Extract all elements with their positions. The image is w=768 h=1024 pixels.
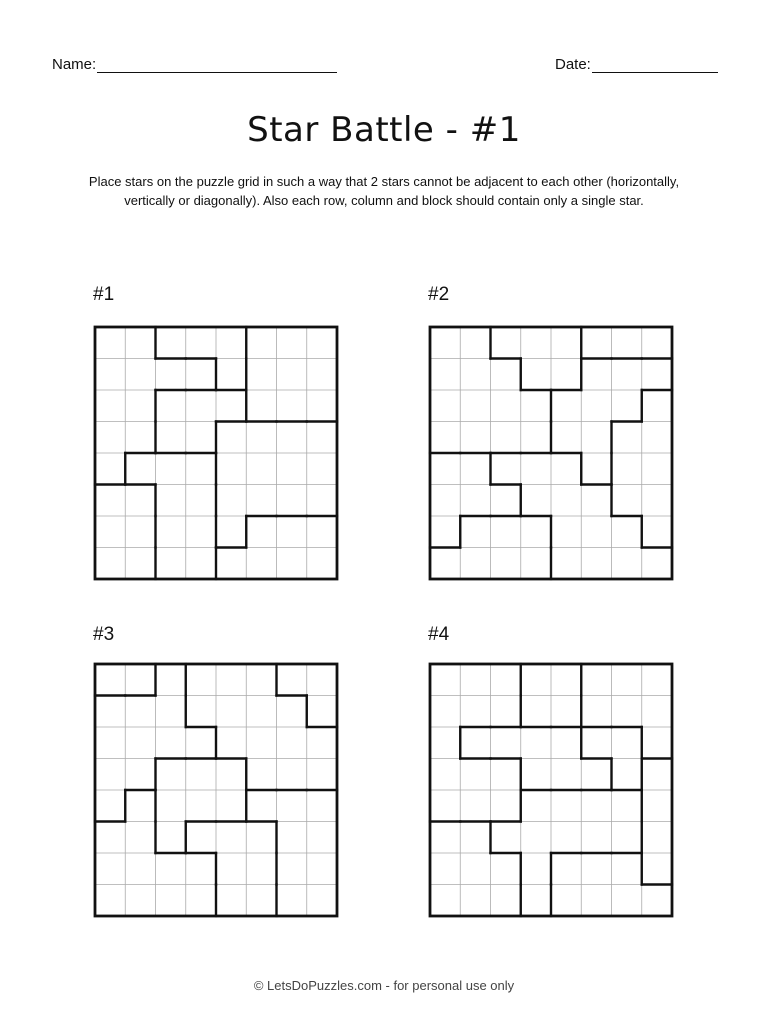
grid-cell[interactable] xyxy=(612,759,642,791)
grid-cell[interactable] xyxy=(612,516,642,548)
grid-cell[interactable] xyxy=(186,422,216,454)
grid-cell[interactable] xyxy=(216,453,246,485)
grid-cell[interactable] xyxy=(430,885,460,917)
grid-cell[interactable] xyxy=(430,853,460,885)
grid-cell[interactable] xyxy=(307,485,337,517)
grid-cell[interactable] xyxy=(521,453,551,485)
grid-cell[interactable] xyxy=(186,696,216,728)
grid-cell[interactable] xyxy=(460,485,490,517)
grid-cell[interactable] xyxy=(95,485,125,517)
grid-cell[interactable] xyxy=(642,822,672,854)
grid-cell[interactable] xyxy=(216,359,246,391)
grid-cell[interactable] xyxy=(581,727,611,759)
grid-cell[interactable] xyxy=(642,727,672,759)
grid-cell[interactable] xyxy=(156,516,186,548)
grid-cell[interactable] xyxy=(460,790,490,822)
grid-cell[interactable] xyxy=(246,422,276,454)
grid-cell[interactable] xyxy=(186,664,216,696)
grid-cell[interactable] xyxy=(216,696,246,728)
grid-cell[interactable] xyxy=(246,485,276,517)
grid-cell[interactable] xyxy=(521,759,551,791)
grid-cell[interactable] xyxy=(460,327,490,359)
grid-cell[interactable] xyxy=(186,327,216,359)
grid-cell[interactable] xyxy=(642,790,672,822)
grid-cell[interactable] xyxy=(521,822,551,854)
grid-cell[interactable] xyxy=(491,664,521,696)
grid-cell[interactable] xyxy=(216,548,246,580)
grid-cell[interactable] xyxy=(460,390,490,422)
grid-cell[interactable] xyxy=(246,664,276,696)
grid-cell[interactable] xyxy=(307,885,337,917)
grid-cell[interactable] xyxy=(186,453,216,485)
grid-cell[interactable] xyxy=(460,422,490,454)
grid-cell[interactable] xyxy=(521,885,551,917)
grid-cell[interactable] xyxy=(277,390,307,422)
grid-cell[interactable] xyxy=(125,759,155,791)
grid-cell[interactable] xyxy=(95,390,125,422)
grid-cell[interactable] xyxy=(156,422,186,454)
grid-cell[interactable] xyxy=(156,548,186,580)
grid-cell[interactable] xyxy=(612,885,642,917)
grid-cell[interactable] xyxy=(612,548,642,580)
grid-cell[interactable] xyxy=(95,516,125,548)
grid-cell[interactable] xyxy=(125,727,155,759)
grid-cell[interactable] xyxy=(277,759,307,791)
grid-cell[interactable] xyxy=(216,516,246,548)
grid-cell[interactable] xyxy=(612,664,642,696)
grid-cell[interactable] xyxy=(460,853,490,885)
grid-cell[interactable] xyxy=(216,327,246,359)
grid-cell[interactable] xyxy=(246,853,276,885)
grid-cell[interactable] xyxy=(612,822,642,854)
grid-cell[interactable] xyxy=(642,759,672,791)
grid-cell[interactable] xyxy=(581,359,611,391)
grid-cell[interactable] xyxy=(125,516,155,548)
grid-cell[interactable] xyxy=(491,885,521,917)
grid-cell[interactable] xyxy=(430,485,460,517)
grid-cell[interactable] xyxy=(551,485,581,517)
grid-cell[interactable] xyxy=(307,390,337,422)
grid-cell[interactable] xyxy=(186,727,216,759)
grid-cell[interactable] xyxy=(551,664,581,696)
grid-cell[interactable] xyxy=(277,359,307,391)
grid-cell[interactable] xyxy=(125,453,155,485)
grid-cell[interactable] xyxy=(125,485,155,517)
grid-cell[interactable] xyxy=(491,853,521,885)
name-label: Name: xyxy=(52,56,97,73)
puzzle-grid-2[interactable] xyxy=(428,325,674,581)
grid-cell[interactable] xyxy=(612,359,642,391)
grid-cell[interactable] xyxy=(551,516,581,548)
grid-cell[interactable] xyxy=(491,453,521,485)
puzzle-svg xyxy=(93,662,339,918)
grid-cell[interactable] xyxy=(551,790,581,822)
grid-cell[interactable] xyxy=(156,727,186,759)
grid-cell[interactable] xyxy=(460,885,490,917)
grid-cell[interactable] xyxy=(642,516,672,548)
grid-cell[interactable] xyxy=(551,885,581,917)
grid-cell[interactable] xyxy=(581,790,611,822)
grid-cell[interactable] xyxy=(612,390,642,422)
grid-cell[interactable] xyxy=(460,759,490,791)
grid-cell[interactable] xyxy=(95,822,125,854)
grid-cell[interactable] xyxy=(246,453,276,485)
grid-cell[interactable] xyxy=(156,390,186,422)
grid-cell[interactable] xyxy=(521,664,551,696)
grid-cell[interactable] xyxy=(521,853,551,885)
grid-cell[interactable] xyxy=(430,696,460,728)
grid-cell[interactable] xyxy=(156,822,186,854)
grid-cell[interactable] xyxy=(581,759,611,791)
grid-cell[interactable] xyxy=(460,548,490,580)
grid-cell[interactable] xyxy=(186,822,216,854)
grid-cell[interactable] xyxy=(430,759,460,791)
grid-cell[interactable] xyxy=(246,516,276,548)
grid-cell[interactable] xyxy=(125,359,155,391)
grid-cell[interactable] xyxy=(277,822,307,854)
grid-cell[interactable] xyxy=(186,485,216,517)
grid-cell[interactable] xyxy=(642,664,672,696)
grid-cell[interactable] xyxy=(307,790,337,822)
grid-cell[interactable] xyxy=(95,664,125,696)
grid-cell[interactable] xyxy=(277,853,307,885)
grid-cell[interactable] xyxy=(642,853,672,885)
grid-cell[interactable] xyxy=(491,327,521,359)
grid-cell[interactable] xyxy=(95,548,125,580)
grid-cell[interactable] xyxy=(216,885,246,917)
grid-cell[interactable] xyxy=(125,548,155,580)
puzzle-svg xyxy=(93,325,339,581)
puzzle-grid-1[interactable] xyxy=(93,325,339,581)
grid-cell[interactable] xyxy=(430,727,460,759)
grid-cell[interactable] xyxy=(551,327,581,359)
grid-cell[interactable] xyxy=(277,516,307,548)
grid-cell[interactable] xyxy=(581,422,611,454)
grid-cell[interactable] xyxy=(95,696,125,728)
grid-cell[interactable] xyxy=(551,453,581,485)
grid-cell[interactable] xyxy=(216,822,246,854)
grid-cell[interactable] xyxy=(551,727,581,759)
grid-cell[interactable] xyxy=(156,327,186,359)
grid-cell[interactable] xyxy=(277,885,307,917)
grid-cell[interactable] xyxy=(216,422,246,454)
grid-cell[interactable] xyxy=(612,727,642,759)
grid-cell[interactable] xyxy=(460,516,490,548)
grid-cell[interactable] xyxy=(246,548,276,580)
grid-cell[interactable] xyxy=(277,422,307,454)
grid-cell[interactable] xyxy=(277,696,307,728)
grid-cell[interactable] xyxy=(430,516,460,548)
grid-cell[interactable] xyxy=(521,485,551,517)
grid-cell[interactable] xyxy=(581,453,611,485)
grid-cell[interactable] xyxy=(430,422,460,454)
grid-cell[interactable] xyxy=(551,696,581,728)
grid-cell[interactable] xyxy=(277,727,307,759)
grid-cell[interactable] xyxy=(277,790,307,822)
grid-cell[interactable] xyxy=(125,422,155,454)
grid-cell[interactable] xyxy=(460,822,490,854)
grid-cell[interactable] xyxy=(521,422,551,454)
grid-cell[interactable] xyxy=(430,548,460,580)
grid-cell[interactable] xyxy=(277,485,307,517)
grid-cell[interactable] xyxy=(642,696,672,728)
grid-cell[interactable] xyxy=(277,548,307,580)
grid-cell[interactable] xyxy=(216,853,246,885)
grid-cell[interactable] xyxy=(521,516,551,548)
grid-cell[interactable] xyxy=(430,390,460,422)
grid-cell[interactable] xyxy=(491,516,521,548)
grid-cell[interactable] xyxy=(491,548,521,580)
grid-cell[interactable] xyxy=(521,696,551,728)
grid-cell[interactable] xyxy=(277,453,307,485)
grid-cell[interactable] xyxy=(156,485,186,517)
grid-cell[interactable] xyxy=(186,853,216,885)
grid-cell[interactable] xyxy=(125,790,155,822)
grid-cell[interactable] xyxy=(581,822,611,854)
grid-cell[interactable] xyxy=(521,727,551,759)
grid-cell[interactable] xyxy=(216,790,246,822)
grid-cell[interactable] xyxy=(521,327,551,359)
grid-cell[interactable] xyxy=(642,390,672,422)
grid-cell[interactable] xyxy=(642,422,672,454)
grid-cell[interactable] xyxy=(581,853,611,885)
grid-cell[interactable] xyxy=(307,822,337,854)
grid-cell[interactable] xyxy=(581,664,611,696)
grid-cell[interactable] xyxy=(551,822,581,854)
grid-cell[interactable] xyxy=(156,759,186,791)
grid-cell[interactable] xyxy=(246,727,276,759)
grid-cell[interactable] xyxy=(125,327,155,359)
grid-cell[interactable] xyxy=(95,759,125,791)
grid-cell[interactable] xyxy=(246,790,276,822)
grid-cell[interactable] xyxy=(491,696,521,728)
grid-cell[interactable] xyxy=(125,853,155,885)
grid-cell[interactable] xyxy=(186,516,216,548)
grid-cell[interactable] xyxy=(186,359,216,391)
grid-cell[interactable] xyxy=(612,453,642,485)
puzzle-grid-3[interactable] xyxy=(93,662,339,918)
grid-cell[interactable] xyxy=(307,327,337,359)
grid-cell[interactable] xyxy=(430,664,460,696)
grid-cell[interactable] xyxy=(125,885,155,917)
grid-cell[interactable] xyxy=(581,696,611,728)
grid-cell[interactable] xyxy=(307,727,337,759)
grid-cell[interactable] xyxy=(460,727,490,759)
grid-cell[interactable] xyxy=(642,359,672,391)
grid-cell[interactable] xyxy=(491,727,521,759)
grid-cell[interactable] xyxy=(551,548,581,580)
grid-cell[interactable] xyxy=(156,359,186,391)
grid-cell[interactable] xyxy=(521,790,551,822)
grid-cell[interactable] xyxy=(551,359,581,391)
grid-cell[interactable] xyxy=(125,822,155,854)
grid-cell[interactable] xyxy=(612,485,642,517)
grid-cell[interactable] xyxy=(430,359,460,391)
grid-cell[interactable] xyxy=(186,885,216,917)
grid-cell[interactable] xyxy=(642,453,672,485)
grid-cell[interactable] xyxy=(581,885,611,917)
puzzle-svg xyxy=(428,662,674,918)
grid-cell[interactable] xyxy=(430,790,460,822)
grid-cell[interactable] xyxy=(551,759,581,791)
puzzle-label-3: #3 xyxy=(93,624,115,645)
grid-cell[interactable] xyxy=(125,664,155,696)
grid-cell[interactable] xyxy=(246,885,276,917)
grid-cell[interactable] xyxy=(581,548,611,580)
date-field[interactable] xyxy=(555,56,718,73)
grid-cell[interactable] xyxy=(95,853,125,885)
grid-cell[interactable] xyxy=(186,390,216,422)
footer-copyright: © LetsDoPuzzles.com - for personal use only xyxy=(253,978,515,993)
grid-cell[interactable] xyxy=(491,359,521,391)
grid-cell[interactable] xyxy=(186,548,216,580)
puzzle-svg xyxy=(428,325,674,581)
grid-cell[interactable] xyxy=(551,422,581,454)
grid-cell[interactable] xyxy=(642,548,672,580)
page-title: Star Battle - #1 xyxy=(247,110,521,150)
grid-cell[interactable] xyxy=(95,453,125,485)
grid-cell[interactable] xyxy=(551,390,581,422)
grid-cell[interactable] xyxy=(307,664,337,696)
grid-cell[interactable] xyxy=(460,696,490,728)
grid-cell[interactable] xyxy=(186,790,216,822)
grid-cell[interactable] xyxy=(95,790,125,822)
grid-cell[interactable] xyxy=(156,790,186,822)
grid-cell[interactable] xyxy=(581,516,611,548)
grid-cell[interactable] xyxy=(246,696,276,728)
puzzle-grid-4[interactable] xyxy=(428,662,674,918)
grid-cell[interactable] xyxy=(277,664,307,696)
name-field[interactable] xyxy=(52,56,337,73)
grid-cell[interactable] xyxy=(581,485,611,517)
grid-cell[interactable] xyxy=(95,727,125,759)
instructions: Place stars on the puzzle grid in such a way that 2 stars cannot be adjacent to each other (horizontally, vertically or diagonally). Also each row, column and block should contain only a single star. xyxy=(88,174,680,208)
puzzle-label-1: #1 xyxy=(93,284,115,305)
grid-cell[interactable] xyxy=(521,390,551,422)
grid-cell[interactable] xyxy=(551,853,581,885)
grid-cell[interactable] xyxy=(521,548,551,580)
grid-cell[interactable] xyxy=(307,853,337,885)
grid-cell[interactable] xyxy=(430,327,460,359)
grid-cell[interactable] xyxy=(460,453,490,485)
grid-cell[interactable] xyxy=(491,422,521,454)
grid-cell[interactable] xyxy=(156,853,186,885)
grid-cell[interactable] xyxy=(612,853,642,885)
grid-cell[interactable] xyxy=(491,790,521,822)
grid-cell[interactable] xyxy=(581,327,611,359)
grid-cell[interactable] xyxy=(307,548,337,580)
grid-cell[interactable] xyxy=(246,359,276,391)
grid-cell[interactable] xyxy=(460,664,490,696)
grid-cell[interactable] xyxy=(460,359,490,391)
grid-cell[interactable] xyxy=(277,327,307,359)
grid-cell[interactable] xyxy=(307,453,337,485)
puzzle-label-4: #4 xyxy=(428,624,450,645)
grid-cell[interactable] xyxy=(216,485,246,517)
puzzle-label-2: #2 xyxy=(428,284,450,305)
grid-cell[interactable] xyxy=(307,759,337,791)
grid-cell[interactable] xyxy=(246,759,276,791)
grid-cell[interactable] xyxy=(156,453,186,485)
grid-cell[interactable] xyxy=(612,696,642,728)
grid-cell[interactable] xyxy=(216,390,246,422)
grid-cell[interactable] xyxy=(491,759,521,791)
grid-cell[interactable] xyxy=(125,696,155,728)
grid-cell[interactable] xyxy=(491,822,521,854)
date-label: Date: xyxy=(555,56,591,73)
grid-cell[interactable] xyxy=(307,696,337,728)
date-line[interactable] xyxy=(592,56,718,73)
grid-cell[interactable] xyxy=(430,453,460,485)
grid-cell[interactable] xyxy=(581,390,611,422)
grid-cell[interactable] xyxy=(246,390,276,422)
grid-cell[interactable] xyxy=(186,759,216,791)
grid-cell[interactable] xyxy=(125,390,155,422)
grid-cell[interactable] xyxy=(307,359,337,391)
grid-cell[interactable] xyxy=(216,759,246,791)
grid-cell[interactable] xyxy=(430,822,460,854)
grid-cell[interactable] xyxy=(216,727,246,759)
grid-cell[interactable] xyxy=(642,485,672,517)
grid-cell[interactable] xyxy=(642,885,672,917)
grid-cell[interactable] xyxy=(216,664,246,696)
grid-cell[interactable] xyxy=(246,822,276,854)
grid-cell[interactable] xyxy=(156,885,186,917)
grid-cell[interactable] xyxy=(491,485,521,517)
grid-cell[interactable] xyxy=(521,359,551,391)
grid-cell[interactable] xyxy=(95,327,125,359)
grid-cell[interactable] xyxy=(612,327,642,359)
grid-cell[interactable] xyxy=(612,422,642,454)
grid-cell[interactable] xyxy=(307,422,337,454)
grid-cell[interactable] xyxy=(491,390,521,422)
grid-cell[interactable] xyxy=(156,664,186,696)
grid-cell[interactable] xyxy=(246,327,276,359)
grid-cell[interactable] xyxy=(95,885,125,917)
grid-cell[interactable] xyxy=(612,790,642,822)
grid-cell[interactable] xyxy=(307,516,337,548)
grid-cell[interactable] xyxy=(95,422,125,454)
grid-cell[interactable] xyxy=(95,359,125,391)
grid-cell[interactable] xyxy=(642,327,672,359)
name-line[interactable] xyxy=(97,56,337,73)
grid-cell[interactable] xyxy=(156,696,186,728)
